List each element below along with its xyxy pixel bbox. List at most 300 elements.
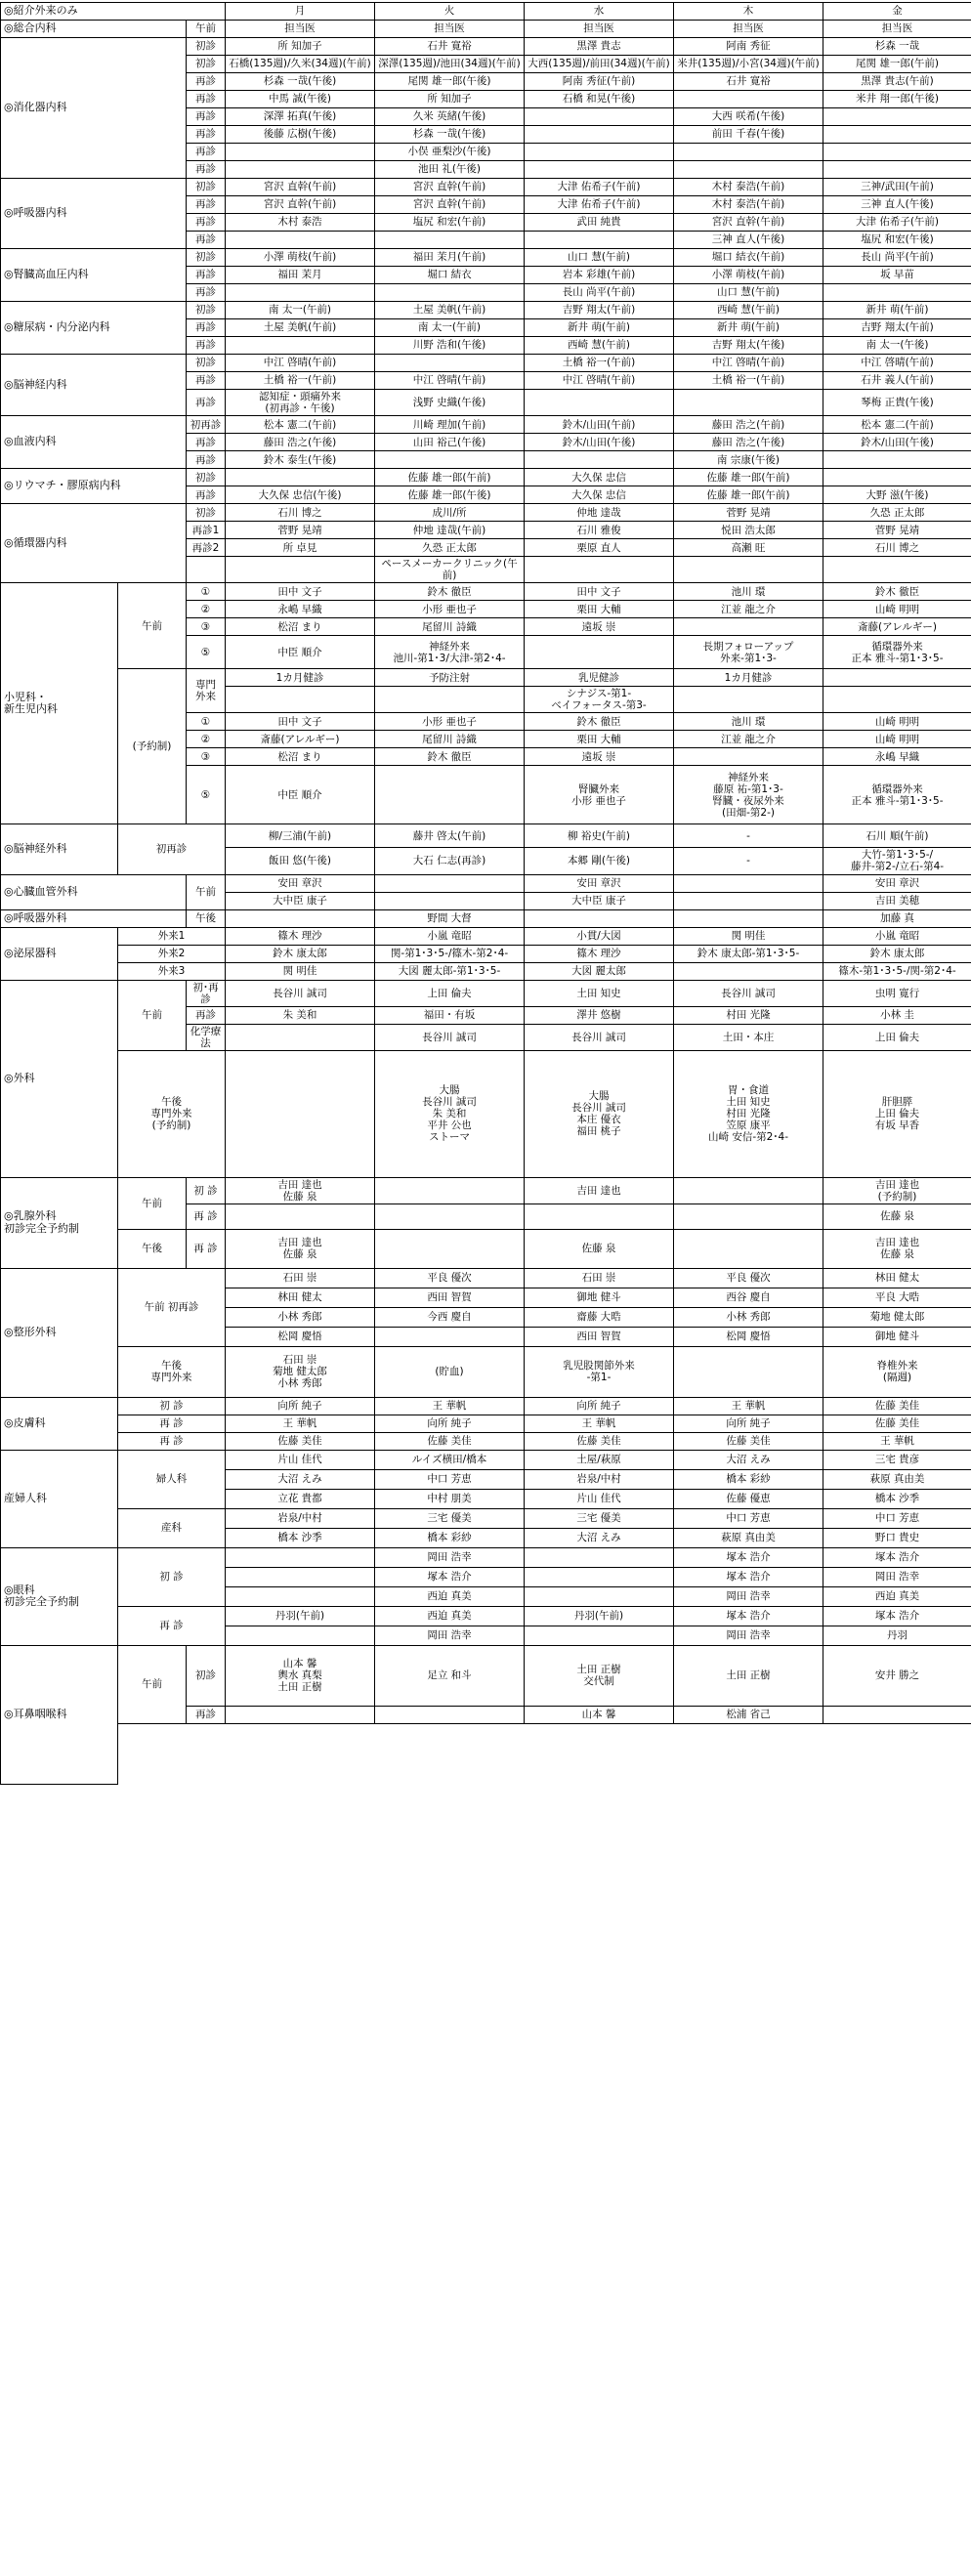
schedule-cell: 久恐 正太郎: [375, 539, 525, 557]
schedule-cell: 三神 直人(午後): [823, 196, 971, 214]
table-row: [1, 824, 971, 848]
schedule-cell: 仲地 達哉(午前): [375, 522, 525, 539]
schedule-cell: 平良 優次: [375, 1268, 525, 1288]
schedule-cell: 鈴木 康太郎-第1･3･5-: [674, 945, 823, 962]
schedule-cell: 米井(135週)/小宮(34週)(午前): [674, 56, 823, 73]
schedule-cell: 小林 秀郎: [674, 1307, 823, 1327]
schedule-cell: [525, 144, 674, 161]
schedule-cell: [226, 1567, 375, 1586]
schedule-cell: 田中 文子: [226, 713, 375, 731]
schedule-cell: 鈴木/山田(午前): [525, 416, 674, 434]
schedule-cell: 吉田 達也: [525, 1177, 674, 1204]
schedule-cell: 大腸 長谷川 誠司 朱 美和 平井 公也 ストーマ: [375, 1050, 525, 1177]
slot-label: 専門 外来: [187, 669, 226, 713]
slot-label: (予約制): [118, 669, 187, 824]
schedule-cell: 宮沢 直幹(午前): [375, 179, 525, 196]
schedule-cell: 橋本 沙季: [823, 1489, 971, 1508]
slot-label: ①: [187, 583, 226, 601]
schedule-cell: 向所 純子: [375, 1415, 525, 1432]
schedule-cell: 三神 直人(午後): [674, 232, 823, 249]
dept-name: ◎耳鼻咽喉科: [1, 1645, 118, 1784]
schedule-cell: [674, 1229, 823, 1268]
schedule-cell: 吉田 達也 佐藤 泉: [823, 1229, 971, 1268]
schedule-cell: 石橋 和晃(午後): [525, 91, 674, 108]
schedule-cell: 向所 純子: [226, 1397, 375, 1415]
day-header: 月: [226, 3, 375, 21]
schedule-cell: 小貫/大図: [525, 927, 674, 945]
slot-label: 再 診: [118, 1415, 226, 1432]
schedule-cell: 山本 馨 輿水 真梨 土田 正樹: [226, 1645, 375, 1706]
schedule-cell: 吉田 達也 佐藤 泉: [226, 1229, 375, 1268]
schedule-cell: 悦田 浩太郎: [674, 522, 823, 539]
schedule-cell: [674, 91, 823, 108]
slot-label: 初診: [187, 302, 226, 319]
dept-name: ◎乳腺外科 初診完全予約制: [1, 1177, 118, 1268]
slot-label: 再 診: [118, 1432, 226, 1450]
schedule-cell: 栗田 大輔: [525, 601, 674, 618]
slot-label: ⑤: [187, 766, 226, 824]
dept-name: ◎呼吸器内科: [1, 179, 187, 249]
schedule-cell: 三宅 優美: [525, 1508, 674, 1528]
day-header: 木: [674, 3, 823, 21]
schedule-cell: 担当医: [674, 21, 823, 38]
schedule-cell: 山崎 明明: [823, 731, 971, 748]
schedule-cell: 丹羽(午前): [525, 1606, 674, 1626]
dept-name: ◎消化器内科: [1, 38, 187, 179]
table-row: [1, 1415, 971, 1432]
table-row: [1, 1229, 971, 1268]
slot-label: 外来2: [118, 945, 226, 962]
schedule-cell: 松本 憲二(午前): [226, 416, 375, 434]
schedule-cell: 琴梅 正貴(午後): [823, 390, 971, 416]
dept-name: ◎皮膚科: [1, 1397, 118, 1450]
schedule-cell: 中江 啓晴(午前): [823, 355, 971, 372]
schedule-cell: 菊地 健太郎: [823, 1307, 971, 1327]
schedule-cell: 塚本 浩介: [823, 1547, 971, 1567]
slot-label: 午前: [187, 21, 226, 38]
schedule-cell: 山本 馨: [525, 1706, 674, 1723]
schedule-cell: 山崎 明明: [823, 713, 971, 731]
schedule-cell: [674, 618, 823, 636]
schedule-cell: 大西(135週)/前田(34週)(午前): [525, 56, 674, 73]
schedule-cell: 岩泉/中村: [525, 1469, 674, 1489]
schedule-cell: [226, 1586, 375, 1606]
schedule-cell: 黒澤 貴志(午前): [823, 73, 971, 91]
slot-label: 初診: [187, 355, 226, 372]
schedule-cell: [823, 144, 971, 161]
table-row: [1, 1606, 971, 1626]
table-row: [1, 3, 971, 21]
schedule-cell: 佐藤 美佳: [226, 1432, 375, 1450]
schedule-cell: 石川 雅俊: [525, 522, 674, 539]
schedule-cell: 西迫 真美: [375, 1606, 525, 1626]
schedule-cell: 大沼 えみ: [674, 1450, 823, 1469]
schedule-cell: 萩原 真由美: [823, 1469, 971, 1489]
schedule-cell: 木村 泰浩(午前): [674, 179, 823, 196]
schedule-cell: [375, 284, 525, 302]
schedule-cell: [375, 766, 525, 824]
slot-label: 再診: [187, 1006, 226, 1024]
schedule-cell: 福田 茉月(午前): [375, 249, 525, 267]
schedule-cell: 大中臣 康子: [525, 892, 674, 909]
day-header: 火: [375, 3, 525, 21]
schedule-cell: 大図 麗太郎: [525, 962, 674, 980]
schedule-cell: 小林 圭: [823, 1006, 971, 1024]
schedule-cell: 吉野 翔太(午前): [823, 319, 971, 337]
schedule-cell: 杉森 一哉(午後): [226, 73, 375, 91]
table-row: [1, 302, 971, 319]
dept-name: ◎脳神経内科: [1, 355, 187, 416]
slot-label: 再診: [187, 1706, 226, 1723]
dept-name: ◎総合内科: [1, 21, 187, 38]
schedule-cell: 南 宗康(午後): [674, 451, 823, 469]
schedule-cell: 永嶋 早織: [823, 748, 971, 766]
schedule-cell: 遠坂 崇: [525, 748, 674, 766]
schedule-cell: 担当医: [226, 21, 375, 38]
schedule-cell: [525, 909, 674, 927]
schedule-cell: 塚本 浩介: [674, 1567, 823, 1586]
schedule-cell: 所 知加子: [375, 91, 525, 108]
schedule-cell: [674, 892, 823, 909]
slot-label: 再診: [187, 91, 226, 108]
schedule-cell: 大腸 長谷川 誠司 本庄 優衣 福田 桃子: [525, 1050, 674, 1177]
schedule-cell: 土田・本庄: [674, 1024, 823, 1050]
schedule-cell: 脊椎外来 (隔週): [823, 1346, 971, 1397]
schedule-cell: 杉森 一哉(午後): [375, 126, 525, 144]
schedule-cell: 萩原 真由美: [674, 1528, 823, 1547]
schedule-cell: [674, 557, 823, 583]
schedule-cell: 土橋 裕一(午前): [226, 372, 375, 390]
schedule-cell: [375, 687, 525, 713]
schedule-cell: 前田 千春(午後): [674, 126, 823, 144]
schedule-cell: 山口 慧(午前): [525, 249, 674, 267]
schedule-cell: 小俣 亜梨沙(午後): [375, 144, 525, 161]
schedule-cell: 大竹-第1･3･5-/ 藤井-第2-/立石-第4-: [823, 848, 971, 874]
schedule-cell: 南 太一(午前): [375, 319, 525, 337]
schedule-cell: 堀口 結衣: [375, 267, 525, 284]
schedule-cell: 長期フォローアップ 外来-第1･3-: [674, 636, 823, 669]
schedule-cell: 鈴木 徹臣: [525, 713, 674, 731]
schedule-cell: 土橋 裕一(午前): [674, 372, 823, 390]
slot-label: 初再診: [118, 824, 226, 874]
slot-label: ③: [187, 748, 226, 766]
schedule-cell: [674, 144, 823, 161]
schedule-cell: 坂 早苗: [823, 267, 971, 284]
slot-label: 再 診: [187, 1204, 226, 1229]
schedule-cell: [226, 1050, 375, 1177]
table-row: [1, 504, 971, 522]
schedule-cell: [674, 1204, 823, 1229]
schedule-cell: 西迫 真美: [823, 1586, 971, 1606]
slot-label: 再診: [187, 319, 226, 337]
schedule-cell: 池川 環: [674, 583, 823, 601]
table-row: [1, 669, 971, 687]
schedule-cell: 木村 泰浩: [226, 214, 375, 232]
table-row: [1, 179, 971, 196]
table-row: [1, 1508, 971, 1528]
schedule-cell: 岡田 浩幸: [375, 1547, 525, 1567]
slot-label: 再診: [187, 267, 226, 284]
slot-label: 外来3: [118, 962, 226, 980]
schedule-cell: 岡田 浩幸: [674, 1626, 823, 1645]
schedule-cell: 塩尻 和宏(午後): [823, 232, 971, 249]
schedule-cell: 福田 茉月: [226, 267, 375, 284]
schedule-cell: [674, 909, 823, 927]
schedule-cell: -: [674, 824, 823, 848]
schedule-cell: 平良 大晧: [823, 1288, 971, 1307]
table-row: [1, 1268, 971, 1288]
slot-label: 午後: [118, 1229, 187, 1268]
schedule-cell: 大久保 忠信: [525, 486, 674, 504]
schedule-cell: 安井 勝之: [823, 1645, 971, 1706]
schedule-cell: [823, 451, 971, 469]
slot-label: 午後 専門外来 (予約制): [118, 1050, 226, 1177]
table-row: [1, 355, 971, 372]
schedule-cell: 南 太一(午前): [226, 302, 375, 319]
schedule-cell: 菅野 晃靖: [674, 504, 823, 522]
slot-label: 初 診: [118, 1547, 226, 1606]
schedule-cell: 柳 裕史(午前): [525, 824, 674, 848]
day-header: 金: [823, 3, 971, 21]
slot-label: 午後 専門外来: [118, 1346, 226, 1397]
schedule-cell: 佐藤 美佳: [375, 1432, 525, 1450]
schedule-cell: 土屋 美帆(午前): [375, 302, 525, 319]
schedule-cell: 西田 智賀: [525, 1327, 674, 1346]
schedule-cell: 三宅 優美: [375, 1508, 525, 1528]
schedule-cell: 吉野 翔太(午前): [525, 302, 674, 319]
schedule-cell: 土屋/萩原: [525, 1450, 674, 1469]
schedule-cell: 南 太一(午後): [823, 337, 971, 355]
schedule-cell: 小形 亜也子: [375, 601, 525, 618]
schedule-cell: [375, 892, 525, 909]
schedule-cell: [823, 126, 971, 144]
schedule-cell: 藤田 浩之(午前): [674, 416, 823, 434]
schedule-cell: 片山 佳代: [226, 1450, 375, 1469]
schedule-cell: [525, 108, 674, 126]
schedule-cell: 長谷川 誠司: [674, 980, 823, 1006]
schedule-cell: 宮沢 直幹(午前): [674, 214, 823, 232]
slot-label: 婦人科: [118, 1450, 226, 1508]
dept-name: ◎循環器内科: [1, 504, 187, 583]
schedule-cell: 石川 順(午前): [823, 824, 971, 848]
schedule-cell: 松沼 まり: [226, 618, 375, 636]
schedule-cell: 上田 倫夫: [823, 1024, 971, 1050]
schedule-cell: 予防注射: [375, 669, 525, 687]
schedule-cell: 石井 寛裕: [375, 38, 525, 56]
schedule-cell: [823, 669, 971, 687]
schedule-cell: 循環器外来 正本 雅斗-第1･3･5-: [823, 636, 971, 669]
schedule-cell: 福田・有坂: [375, 1006, 525, 1024]
schedule-cell: 土田 知史: [525, 980, 674, 1006]
schedule-cell: 担当医: [375, 21, 525, 38]
slot-label: 再診: [187, 108, 226, 126]
schedule-cell: 久米 英緒(午後): [375, 108, 525, 126]
schedule-cell: [525, 557, 674, 583]
schedule-cell: [226, 909, 375, 927]
slot-label: ⑤: [187, 636, 226, 669]
schedule-cell: 塚本 浩介: [823, 1606, 971, 1626]
schedule-cell: 1カ月健診: [226, 669, 375, 687]
slot-label: 初･再診: [187, 980, 226, 1006]
schedule-cell: 中口 芳恵: [823, 1508, 971, 1528]
schedule-cell: 新井 萌(午前): [823, 302, 971, 319]
schedule-cell: 丹羽: [823, 1626, 971, 1645]
table-row: [1, 1450, 971, 1469]
schedule-cell: 御地 健斗: [823, 1327, 971, 1346]
schedule-cell: 塚本 浩介: [674, 1606, 823, 1626]
schedule-cell: 石井 義人(午前): [823, 372, 971, 390]
schedule-cell: 尾関 雄一郎(午前): [823, 56, 971, 73]
dept-name: ◎脳神経外科: [1, 824, 118, 874]
day-header: 水: [525, 3, 674, 21]
schedule-cell: 岩本 彩雄(午前): [525, 267, 674, 284]
schedule-cell: 循環器外来 正本 雅斗-第1･3･5-: [823, 766, 971, 824]
schedule-cell: 安田 章沢: [226, 874, 375, 892]
schedule-cell: 乳児股関節外来 -第1-: [525, 1346, 674, 1397]
schedule-cell: 西田 智賀: [375, 1288, 525, 1307]
slot-label: 再診: [187, 232, 226, 249]
schedule-cell: 佐藤 雄一郎(午前): [674, 469, 823, 486]
schedule-cell: 胃・食道 土田 知史 村田 光隆 笠原 康平 山崎 安信-第2･4-: [674, 1050, 823, 1177]
schedule-cell: 中臣 順介: [226, 636, 375, 669]
schedule-cell: 新井 萌(午前): [674, 319, 823, 337]
schedule-cell: ペースメーカークリニック(午前): [375, 557, 525, 583]
schedule-cell: 中口 芳恵: [674, 1508, 823, 1528]
slot-label: 再診: [187, 451, 226, 469]
schedule-cell: 大津 佑希子(午前): [823, 214, 971, 232]
schedule-cell: 川野 浩和(午後): [375, 337, 525, 355]
schedule-cell: [674, 962, 823, 980]
schedule-cell: [525, 232, 674, 249]
slot-label: 初再診: [187, 416, 226, 434]
schedule-cell: [823, 469, 971, 486]
dept-name: ◎外科: [1, 980, 118, 1177]
schedule-cell: 所 知加子: [226, 38, 375, 56]
schedule-cell: 菅野 晃靖: [823, 522, 971, 539]
schedule-cell: 佐藤 美佳: [674, 1432, 823, 1450]
schedule-cell: 鈴木 泰生(午後): [226, 451, 375, 469]
schedule-cell: 長谷川 誠司: [525, 1024, 674, 1050]
schedule-cell: 藤田 浩之(午後): [226, 434, 375, 451]
schedule-cell: [674, 161, 823, 179]
slot-label: 再診: [187, 284, 226, 302]
schedule-cell: 吉田 達也 (予約制): [823, 1177, 971, 1204]
schedule-cell: [375, 355, 525, 372]
schedule-cell: 担当医: [525, 21, 674, 38]
slot-label: 初診: [187, 1645, 226, 1706]
slot-label: 初診: [187, 38, 226, 56]
schedule-cell: [375, 451, 525, 469]
slot-label: [187, 557, 226, 583]
slot-label: ②: [187, 601, 226, 618]
schedule-cell: [525, 1567, 674, 1586]
schedule-cell: 岩泉/中村: [226, 1508, 375, 1528]
schedule-cell: [823, 161, 971, 179]
schedule-cell: 平良 優次: [674, 1268, 823, 1288]
schedule-cell: [525, 126, 674, 144]
dept-name: ◎心臓血管外科: [1, 874, 187, 909]
table-row: [1, 583, 971, 601]
schedule-cell: 乳児健診: [525, 669, 674, 687]
table-row: [1, 1723, 971, 1784]
slot-label: 再診: [187, 372, 226, 390]
schedule-cell: 塚本 浩介: [674, 1547, 823, 1567]
schedule-cell: 土屋 美帆(午前): [226, 319, 375, 337]
schedule-cell: 久恐 正太郎: [823, 504, 971, 522]
slot-label: 化学療法: [187, 1024, 226, 1050]
schedule-cell: [226, 687, 375, 713]
schedule-cell: 浅野 史織(午後): [375, 390, 525, 416]
schedule-cell: [226, 284, 375, 302]
schedule-cell: 西迫 真美: [375, 1586, 525, 1606]
dept-name: ◎泌尿器科: [1, 927, 118, 980]
schedule-cell: 三神/武田(午前): [823, 179, 971, 196]
slot-label: 初 診: [118, 1397, 226, 1415]
schedule-cell: 松浦 省己: [674, 1706, 823, 1723]
table-row: [1, 874, 971, 892]
schedule-cell: 橋本 沙季: [226, 1528, 375, 1547]
schedule-cell: 高瀬 旺: [674, 539, 823, 557]
schedule-cell: 土橋 裕一(午前): [525, 355, 674, 372]
schedule-cell: 大津 佑希子(午前): [525, 179, 674, 196]
schedule-cell: [226, 144, 375, 161]
slot-label: 午前: [118, 980, 187, 1050]
schedule-cell: 小林 秀郎: [226, 1307, 375, 1327]
schedule-cell: -: [674, 848, 823, 874]
table-row: [1, 1346, 971, 1397]
schedule-cell: シナジス-第1- ベイフォータス-第3-: [525, 687, 674, 713]
schedule-cell: 大西 咲希(午後): [674, 108, 823, 126]
schedule-cell: [226, 161, 375, 179]
slot-label: 午前: [187, 874, 226, 909]
schedule-cell: (貯血): [375, 1346, 525, 1397]
dept-name: ◎眼科 初診完全予約制: [1, 1547, 118, 1645]
schedule-cell: 鈴木/山田(午後): [823, 434, 971, 451]
schedule-cell: [226, 1547, 375, 1567]
schedule-cell: 米井 翔一郎(午後): [823, 91, 971, 108]
schedule-cell: [226, 1706, 375, 1723]
table-row: [1, 1397, 971, 1415]
schedule-cell: 向所 純子: [674, 1415, 823, 1432]
schedule-cell: 長谷川 誠司: [226, 980, 375, 1006]
schedule-cell: 鈴木 康太郎: [823, 945, 971, 962]
schedule-cell: 宮沢 直幹(午前): [375, 196, 525, 214]
schedule-cell: 中口 芳恵: [375, 1469, 525, 1489]
table-row: [1, 249, 971, 267]
schedule-cell: 尾留川 詩織: [375, 618, 525, 636]
dept-name: ◎糖尿病・内分泌内科: [1, 302, 187, 355]
table-row: [1, 945, 971, 962]
outpatient-schedule-table: [0, 2, 971, 1785]
schedule-cell: 林田 健太: [226, 1288, 375, 1307]
slot-label: 午前: [118, 1645, 187, 1723]
table-row: [1, 1645, 971, 1706]
schedule-cell: [674, 1346, 823, 1397]
schedule-cell: [375, 232, 525, 249]
schedule-cell: 関 明佳: [674, 927, 823, 945]
schedule-cell: 柳/三浦(午前): [226, 824, 375, 848]
schedule-cell: 黒澤 貴志: [525, 38, 674, 56]
schedule-cell: 石橋(135週)/久米(34週)(午前): [226, 56, 375, 73]
schedule-cell: [525, 1204, 674, 1229]
schedule-cell: 宮沢 直幹(午前): [226, 179, 375, 196]
table-row: [1, 962, 971, 980]
schedule-cell: 三宅 貴彦: [823, 1450, 971, 1469]
schedule-cell: 丹羽(午前): [226, 1606, 375, 1626]
slot-label: 産科: [118, 1508, 226, 1547]
schedule-cell: 橋本 彩紗: [674, 1469, 823, 1489]
schedule-cell: [823, 687, 971, 713]
